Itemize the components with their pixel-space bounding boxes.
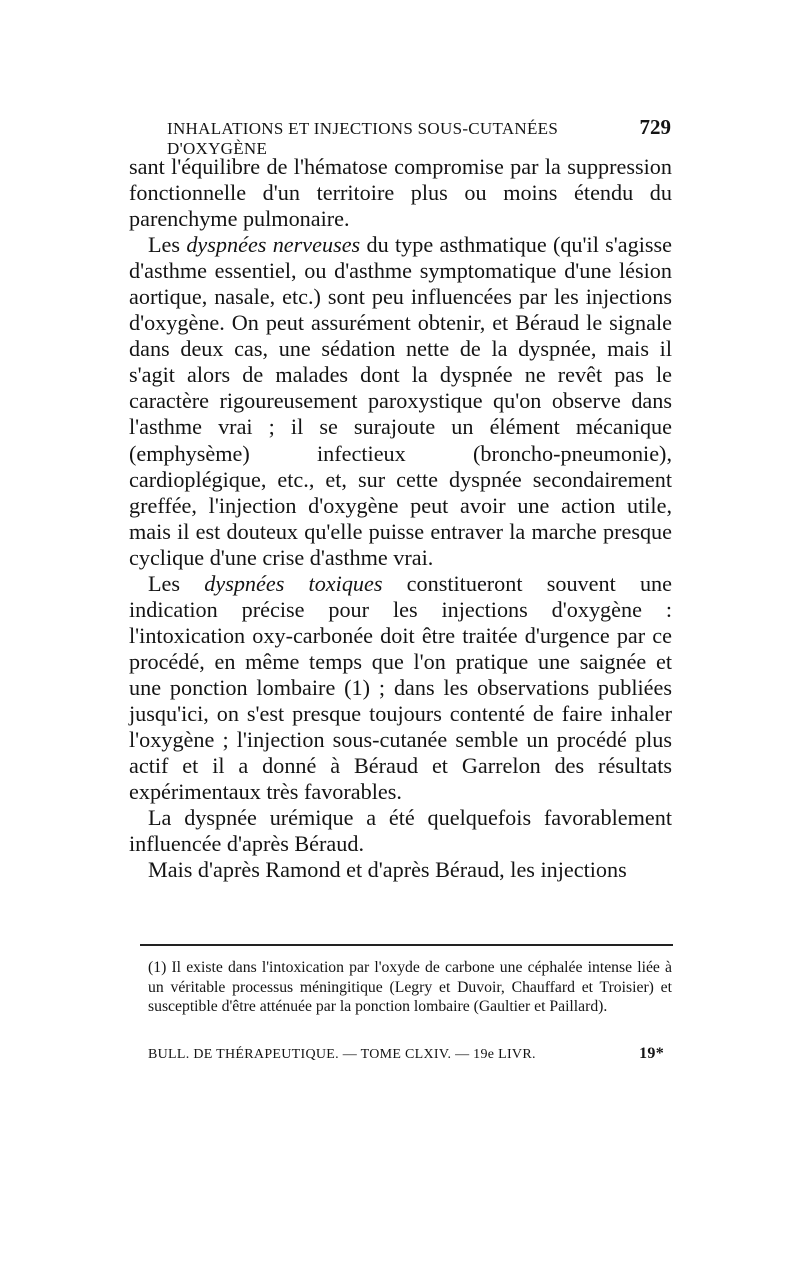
text-segment: constitueront souvent une indication précise pour les injections d'oxygène : l'intoxication oxy-carbonée doit être traitée d'urgence par ce procédé, en même temps que l'on pratique une saignée et une ponction lombaire (1) ; dans les observations publiées jusqu'ici, on s'est presque toujours contenté de faire inhaler l'oxygène ; l'injection sous-cutanée semble un procédé plus actif et il a donné à Béraud et Garrelon des résultats expérimentaux très favorables. <box>129 570 672 805</box>
paragraph-3 <box>129 571 672 805</box>
running-title: INHALATIONS ET INJECTIONS SOUS-CUTANÉES D'OXYGÈNE <box>167 119 559 158</box>
italic-term: dyspnées nerveuses <box>186 232 361 258</box>
italic-term: dyspnées toxiques <box>204 570 383 596</box>
paragraph-1 <box>129 154 672 232</box>
footnote-divider <box>140 944 673 946</box>
page-number: 729 <box>639 115 671 139</box>
journal-reference: BULL. DE THÉRAPEUTIQUE. — TOME CLXIV. — 19e LIVR. <box>148 1047 536 1062</box>
text-segment: du type asthmatique (qu'il s'agisse d'asthme essentiel, ou d'asthme symptomatique d'une lésion aortique, nasale, etc.) sont peu influencées par les injections d'oxygène. On peut assurément obtenir, et Béraud le signale dans deux cas, une sédation nette de la dyspnée, mais il s'agit alors de malades dont la dyspnée ne revêt pas le caractère rigoureusement paroxystique qu'on observe dans l'asthme vrai ; il se surajoute un élément mécanique (emphysème) infectieux (broncho-pneumonie), cardioplégique, etc., et, sur cette dyspnée secondairement greffée, l'injection d'oxygène peut avoir une action utile, mais il est douteux qu'elle puisse entraver la marche presque cyclique d'une crise d'asthme vrai. <box>129 232 672 570</box>
paragraph-2 <box>129 232 672 571</box>
page-footer <box>148 1045 664 1063</box>
paragraph-4 <box>129 805 672 857</box>
footnote-text: (1) Il existe dans l'intoxication par l'oxyde de carbone une céphalée intense liée à un véritable processus méningitique (Legry et Duvoir, Chauffard et Troisier) et susceptible d'être atténuée par la ponction lombaire (Gaultier et Paillard). <box>148 959 672 1015</box>
text-segment: Mais d'après Ramond et d'après Béraud, les injections <box>148 857 627 883</box>
text-segment: Les <box>148 232 187 258</box>
footnote <box>148 958 672 1017</box>
signature-mark: 19* <box>639 1045 664 1062</box>
paragraph-5 <box>129 857 672 883</box>
body-text <box>129 154 672 883</box>
text-segment: sant l'équilibre de l'hématose compromise par la suppression fonctionnelle d'un territoire plus ou moins étendu du parenchyme pulmonaire. <box>129 154 672 232</box>
text-segment: Les <box>148 570 205 596</box>
running-header <box>167 115 671 159</box>
text-segment: La dyspnée urémique a été quelquefois favorablement influencée d'après Béraud. <box>129 805 672 857</box>
